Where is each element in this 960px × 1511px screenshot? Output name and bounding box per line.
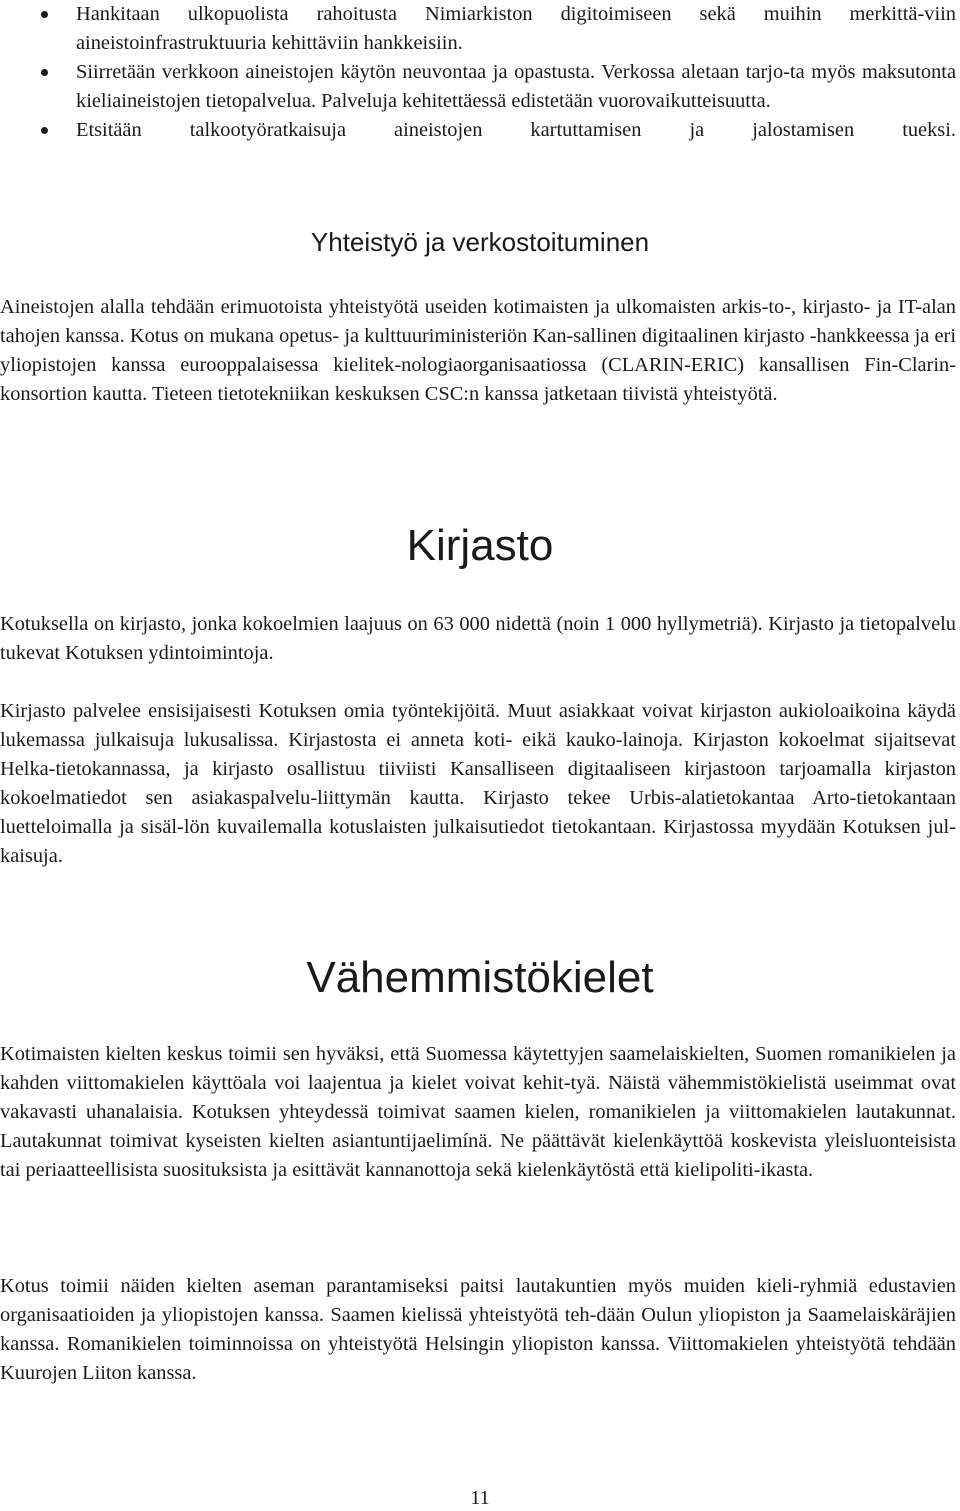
library-paragraph-1: Kotuksella on kirjasto, jonka kokoelmien laajuus on 63 000 nidettä (noin 1 000 hyllymetriä). Kirjasto ja tietopalvelu tukevat Kotuksen ydintoimintoja. <box>0 613 956 664</box>
bullet-text: Etsitään talkootyöratkaisuja aineistojen kartuttamisen ja jalostamisen tueksi. <box>76 119 956 141</box>
section-heading-cooperation: Yhteistyö ja verkostoituminen <box>310 227 650 257</box>
bullet-icon <box>41 127 48 134</box>
bullet-icon <box>41 69 48 76</box>
bullet-text: Siirretään verkkoon aineistojen käytön neuvontaa ja opastusta. Verkossa aletaan tarjo-ta myös maksutonta kieliaineistojen tietopalvelua. Palveluja kehitettäessä edistetään vuorovaikutteisuutta. <box>76 61 956 112</box>
bullet-list <box>0 0 960 145</box>
bullet-text: Hankitaan ulkopuolista rahoitusta Nimiarkiston digitoimiseen sekä muihin merkittä-viin aineistoinfrastruktuuria kehittäviin hankkeisiin. <box>76 3 956 54</box>
library-paragraph-2: Kirjasto palvelee ensisijaisesti Kotuksen omia työntekijöitä. Muut asiakkaat voivat kirjaston aukioloaikoina käydä lukemassa julkaisuja lukusalissa. Kirjastosta ei anneta koti- eikä kauko-lainoja. Kirjaston kokoelmat sijaitsevat Helka-tietokannassa, ja kirjasto osallistuu tiiviisti Kansalliseen digitaaliseen kirjastoon tarjoamalla kirjaston kokoelmatiedot sen asiakaspalvelu-liittymän kautta. Kirjasto tekee Urbis-alatietokantaa Arto-tietokantaan luetteloimalla ja sisäl-lön kuvailemalla kotuslaisten julkaisutiedot tietokantaan. Kirjastossa myydään Kotuksen jul-kaisuja. <box>0 700 956 867</box>
bullet-icon <box>41 11 48 18</box>
bullet-item <box>0 58 960 116</box>
bullet-item <box>0 116 960 145</box>
section-heading-library: Kirjasto <box>406 521 554 570</box>
section-heading-minority-languages: Vähemmistökielet <box>306 953 654 1002</box>
minority-paragraph-1: Kotimaisten kielten keskus toimii sen hyväksi, että Suomessa käytettyjen saamelaiskielten, Suomen romanikielen ja kahden viittomakielen käyttöala voi laajentua ja kielet voivat kehit-tyä. Näistä vähemmistökielistä useimmat ovat vakavasti uhanalaisia. Kotuksen yhteydessä toimivat saamen kielen, romanikielen ja viittomakielen lautakunnat. Lautakunnat toimivat kyseisten kielten asiantuntijaelimínä. Ne päättävät kielenkäyttöä koskevista yleisluonteisista tai periaatteellisista suosituksista ja esittävät kannanottoja sekä kielenkäytöstä että kielipoliti-ikasta. <box>0 1043 956 1181</box>
bullet-item <box>0 0 960 58</box>
minority-paragraph-2: Kotus toimii näiden kielten aseman parantamiseksi paitsi lautakuntien myös muiden kieli-ryhmiä edustavien organisaatioiden ja yliopistojen kanssa. Saamen kielissä yhteistyötä teh-dään Oulun yliopiston ja Saamelaiskäräjien kanssa. Romanikielen toiminnoissa on yhteistyötä Helsingin yliopiston kanssa. Viittomakielen yhteistyötä tehdään Kuurojen Liiton kanssa. <box>0 1275 956 1384</box>
cooperation-paragraph: Aineistojen alalla tehdään erimuotoista yhteistyötä useiden kotimaisten ja ulkomaisten arkis-to-, kirjasto- ja IT-alan tahojen kanssa. Kotus on mukana opetus- ja kulttuuriministeriön Kan-sallinen digitaalinen kirjasto -hankkeessa ja eri yliopistojen kanssa eurooppalaisessa kielitek-nologiaorganisaatiossa (CLARIN-ERIC) kansallisen Fin-Clarin-konsortion kautta. Tieteen tietotekniikan keskuksen CSC:n kanssa jatketaan tiivistä yhteistyötä. <box>0 296 956 405</box>
page-number: 11 <box>470 1487 490 1509</box>
